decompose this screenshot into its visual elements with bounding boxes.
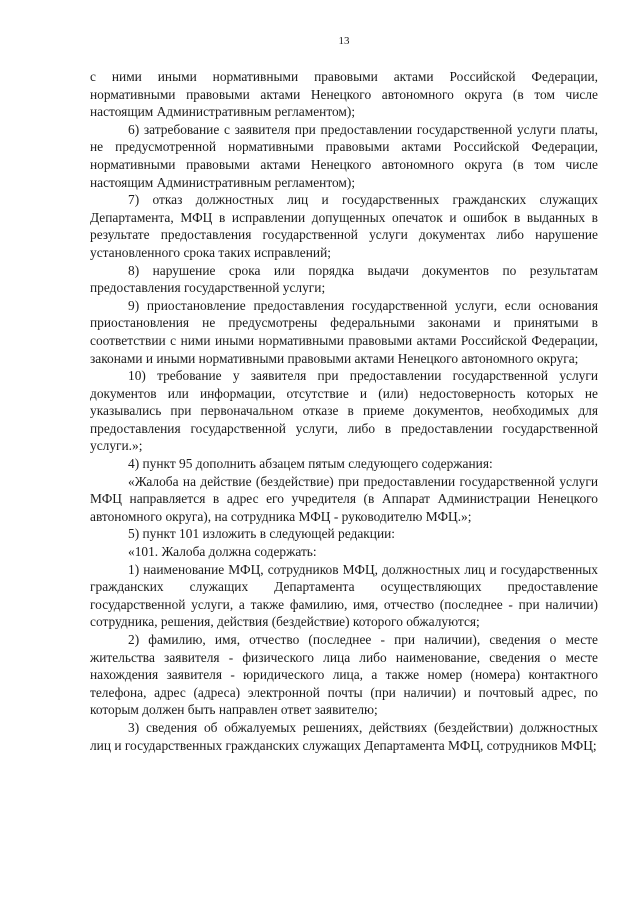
paragraph-complaint-item-2: 2) фамилию, имя, отчество (последнее - при наличии), сведения о месте жительства заявителя - физического лица либо наименование, сведения о месте нахождения заявителя - юридического лица, а также номер (номера) контактного телефона, адрес (адреса) электронной почты (при наличии) и почтовый адрес, по которым должен быть направлен ответ заявителю;: [90, 632, 598, 718]
paragraph-amendment-5: 5) пункт 101 изложить в следующей редакции:: [128, 526, 396, 542]
paragraph-section-101: «101. Жалоба должна содержать:: [128, 544, 317, 560]
paragraph-amendment-4: 4) пункт 95 дополнить абзацем пятым следующего содержания:: [128, 456, 493, 472]
document-page: [90, 34, 598, 754]
document-body: [90, 68, 598, 754]
paragraph-item-8: 8) нарушение срока или порядка выдачи документов по результатам предоставления государственной услуги;: [90, 262, 598, 296]
paragraph-item-10: 10) требование у заявителя при предоставлении государственной услуги документов или информации, отсутствие и (или) недостоверность которых не указывались при первоначальном отказе в приеме документов, необходимых для предоставления государственной услуги, либо в предоставлении государственной услуги.»;: [90, 368, 598, 454]
paragraph-complaint-item-3: 3) сведения об обжалуемых решениях, действиях (бездействии) должностных лиц и государственных гражданских служащих Департамента МФЦ, сотрудников МФЦ;: [90, 719, 598, 753]
paragraph-item-9: 9) приостановление предоставления государственной услуги, если основания приостановления не предусмотрены федеральными законами и принятыми в соответствии с ними иными нормативными правовыми актами Российской Федерации, законами и иными нормативными правовыми актами Ненецкого автономного округа;: [90, 297, 598, 366]
paragraph-item-6: 6) затребование с заявителя при предоставлении государственной услуги платы, не предусмотренной нормативными правовыми актами Российской Федерации, нормативными правовыми актами Ненецкого автономного округа (в том числе настоящим Административным регламентом);: [90, 121, 598, 190]
page-number: 13: [338, 35, 350, 47]
paragraph-continuation: с ними иными нормативными правовыми актами Российской Федерации, нормативными правовыми актами Ненецкого автономного округа (в том числе настоящим Административным регламентом);: [90, 69, 598, 120]
paragraph-complaint-item-1: 1) наименование МФЦ, сотрудников МФЦ, должностных лиц и государственных гражданских служащих Департамента осуществляющих предоставление государственной услуги, а также фамилию, имя, отчество (последнее - при наличии) сотрудника, решения, действия (бездействие) которого обжалуются;: [90, 561, 598, 630]
paragraph-complaint-mfc: «Жалоба на действие (бездействие) при предоставлении государственной услуги МФЦ направляется в адрес его учредителя (в Аппарат Администрации Ненецкого автономного округа), на сотрудника МФЦ - руководителю МФЦ.»;: [90, 473, 598, 524]
paragraph-item-7: 7) отказ должностных лиц и государственных гражданских служащих Департамента, МФЦ в исправлении допущенных опечаток и ошибок в выданных в результате предоставления государственной услуги документах либо нарушение установленного срока таких исправлений;: [90, 192, 598, 260]
